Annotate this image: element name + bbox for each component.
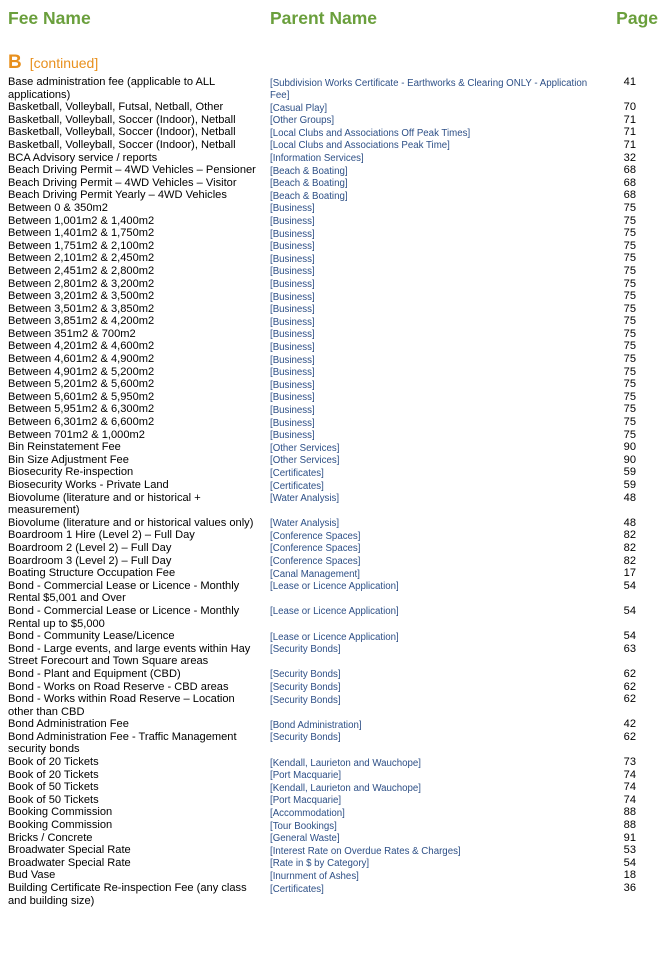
fee-name-header: Fee Name [8,8,91,28]
fee-entry-row [8,529,658,542]
page-number: 91 [623,831,636,844]
fee-entry-row [8,756,658,769]
parent-name-link[interactable]: [Beach & Boating] [270,178,348,190]
page-number: 75 [623,390,636,403]
fee-entry-row [8,492,658,517]
parent-name-link[interactable]: [Business] [270,316,315,328]
fee-entry-row [8,882,658,907]
parent-name-link[interactable]: [Security Bonds] [270,669,341,681]
page-number: 75 [623,302,636,315]
fee-entry-row [8,189,658,202]
page-number: 74 [623,768,636,781]
page-number: 75 [623,315,636,328]
fee-entry-row [8,378,658,391]
fee-name: Bin Reinstatement Fee [8,441,121,454]
page-number: 88 [623,819,636,832]
fee-name: Between 4,201m2 & 4,600m2 [8,340,155,353]
parent-name-link[interactable]: [Local Clubs and Associations Peak Time] [270,140,450,152]
fee-name: Bond - Commercial Lease or Licence - Monthly Rental $5,001 and Over [8,579,240,605]
parent-name-link[interactable]: [Kendall, Laurieton and Wauchope] [270,757,421,769]
parent-name-link[interactable]: [Beach & Boating] [270,165,348,177]
fee-name: Between 5,201m2 & 5,600m2 [8,378,155,391]
page-number: 75 [623,239,636,252]
parent-name-link[interactable]: [Conference Spaces] [270,530,361,542]
fee-name: Biosecurity Works - Private Land [8,479,169,491]
parent-name-link[interactable]: [Information Services] [270,153,364,165]
fee-entry-row [8,555,658,568]
parent-name-link[interactable]: [Port Macquarie] [270,770,342,782]
fee-entry-row [8,202,658,215]
page-number: 75 [623,340,636,353]
page-number: 71 [623,138,636,151]
fee-name: Bond - Community Lease/Licence [8,630,175,643]
parent-name-link[interactable]: [Beach & Boating] [270,190,348,202]
page-number: 68 [623,189,636,202]
parent-name-link[interactable]: [Other Services] [270,455,340,467]
page-number: 75 [623,214,636,227]
page-number: 73 [623,756,636,769]
parent-name-link[interactable]: [Business] [270,341,315,353]
page-number: 54 [623,630,636,643]
page-number: 53 [623,844,636,857]
parent-name-link[interactable]: [Security Bonds] [270,644,341,656]
fee-name: Broadwater Special Rate [8,844,131,857]
fee-name: Booking Commission [8,819,113,832]
page-number: 90 [623,453,636,466]
fee-name: Between 2,451m2 & 2,800m2 [8,264,155,277]
page-number: 54 [623,579,636,592]
parent-name-link[interactable]: [Business] [270,203,315,215]
page-number: 36 [623,882,636,894]
parent-name-link[interactable]: [Lease or Licence Application] [270,631,399,643]
fee-name: Between 5,601m2 & 5,950m2 [8,390,155,403]
page-number: 18 [623,869,636,882]
page-number: 75 [623,365,636,378]
page-number: 75 [623,264,636,277]
fee-entry-row [8,328,658,341]
section-heading [8,52,98,74]
page-number: 59 [623,479,636,491]
page-number: 71 [623,113,636,126]
fee-entry-row [8,391,658,404]
fee-entry-row [8,252,658,265]
fee-entry-row [8,781,658,794]
parent-name-link[interactable]: [Business] [270,379,315,391]
fee-entry-row [8,806,658,819]
parent-name-link[interactable]: [Bond Administration] [270,719,362,731]
page-number: 48 [623,491,636,504]
parent-name-link[interactable]: [Canal Management] [270,568,360,580]
parent-name-link[interactable]: [Business] [270,228,315,240]
parent-name-link[interactable]: [Business] [270,266,315,278]
fee-entry-row [8,227,658,240]
fee-name: Biovolume (literature and or historical + measurement) [8,491,201,517]
fee-name: Between 0 & 350m2 [8,201,108,214]
fee-entry-row [8,126,658,139]
parent-name-link[interactable]: [Certificates] [270,480,324,492]
parent-name-link[interactable]: [Water Analysis] [270,493,340,505]
fee-name: Bricks / Concrete [8,831,93,844]
fee-entry-row [8,164,658,177]
parent-name-link[interactable]: [Security Bonds] [270,682,341,693]
parent-name-link[interactable]: [Conference Spaces] [270,543,361,555]
page-number: 75 [623,252,636,265]
fee-entry-row [8,315,658,328]
fee-entry-row [8,441,658,454]
page-number: 63 [623,642,636,655]
parent-name-link[interactable]: [Rate in $ by Category] [270,858,370,870]
parent-name-link[interactable]: [Certificates] [270,467,324,479]
page-number: 62 [623,730,636,743]
fee-entry-row [8,454,658,467]
fee-entry-row [8,857,658,870]
fee-name: Basketball, Volleyball, Soccer (Indoor), Netball [8,126,236,139]
fee-name: Boardroom 1 Hire (Level 2) – Full Day [8,529,195,542]
fee-name: Biovolume (literature and or historical values only) [8,516,254,529]
fee-entry-row [8,479,658,492]
fee-name: Between 701m2 & 1,000m2 [8,428,145,441]
fee-name: Between 3,201m2 & 3,500m2 [8,290,155,303]
fee-name: Bond - Large events, and large events within Hay Street Forecourt and Town Square areas [8,642,251,668]
page-number: 71 [623,126,636,139]
fee-name: Biosecurity Re-inspection [8,466,134,479]
parent-name-link[interactable]: [Business] [270,279,315,290]
parent-name-link[interactable]: [Certificates] [270,883,324,895]
fee-name: Between 1,401m2 & 1,750m2 [8,227,155,240]
fee-entry-row [8,869,658,882]
fee-entry-row [8,605,658,630]
fee-entry-row [8,832,658,845]
fee-name: Bond - Commercial Lease or Licence - Monthly Rental up to $5,000 [8,604,240,630]
fee-entry-row [8,416,658,429]
parent-name-link[interactable]: [Other Groups] [270,115,335,127]
fee-entry-row [8,76,658,101]
page-number: 82 [623,554,636,567]
fee-name: Bond - Works on Road Reserve - CBD areas [8,680,229,693]
parent-name-link[interactable]: [Interest Rate on Overdue Rates & Charges] [270,845,461,857]
parent-name-link[interactable]: [Business] [270,392,315,404]
parent-name-link[interactable]: [Business] [270,430,315,442]
page-number: 68 [623,164,636,177]
fee-entry-row [8,366,658,379]
fee-entry-row [8,819,658,832]
fee-entry-row [8,794,658,807]
parent-name-link[interactable]: [Local Clubs and Associations Off Peak Times] [270,127,471,139]
fee-entry-row [8,353,658,366]
fee-entry-row [8,517,658,530]
fee-name: Between 4,901m2 & 5,200m2 [8,365,155,378]
fee-name: Building Certificate Re-inspection Fee (any class and building size) [8,882,247,907]
fee-entry-row [8,580,658,605]
page-number: 42 [623,718,636,731]
parent-name-link[interactable]: [Accommodation] [270,807,345,819]
fee-entry-row [8,693,658,718]
page-header: Page [616,8,658,28]
section-continued-label: [continued] [29,55,99,71]
fee-name: Base administration fee (applicable to ALL applications) [8,76,215,101]
fee-name: Bond Administration Fee [8,718,129,731]
fee-name: Between 3,501m2 & 3,850m2 [8,302,155,315]
page-number: 75 [623,277,636,290]
parent-name-header: Parent Name [270,8,377,28]
fee-entry-row [8,567,658,580]
parent-name-link[interactable]: [Conference Spaces] [270,556,361,568]
parent-name-link[interactable]: [Lease or Licence Application] [270,606,399,618]
parent-name-link[interactable]: [Business] [270,367,315,379]
fee-name: Between 5,951m2 & 6,300m2 [8,403,155,416]
fee-entry-row [8,542,658,555]
fee-name: Bond Administration Fee - Traffic Management security bonds [8,730,237,756]
fee-entry-row [8,643,658,668]
fee-name: Beach Driving Permit – 4WD Vehicles – Visitor [8,176,237,189]
parent-name-link[interactable]: [Casual Play] [270,102,328,114]
fee-entry-row [8,303,658,316]
fee-name: Between 2,101m2 & 2,450m2 [8,252,155,265]
page-number: 17 [623,567,636,580]
page-number: 75 [623,227,636,240]
fee-name: Between 1,751m2 & 2,100m2 [8,239,155,252]
page-number: 75 [623,416,636,429]
fee-name: Book of 20 Tickets [8,768,99,781]
fee-entry-row [8,466,658,479]
parent-name-link[interactable]: [Lease or Licence Application] [270,581,399,593]
parent-name-link[interactable]: [Inurnment of Ashes] [270,870,359,882]
fee-entry-row [8,340,658,353]
column-header-row [8,8,662,30]
fee-name: Basketball, Volleyball, Soccer (Indoor), Netball [8,113,236,126]
parent-name-link[interactable]: [Other Services] [270,442,340,454]
fee-name: Boardroom 3 (Level 2) – Full Day [8,554,172,567]
fee-name: Between 351m2 & 700m2 [8,327,136,340]
fee-entry-row [8,844,658,857]
parent-name-link[interactable]: [Security Bonds] [270,694,341,706]
page-number: 75 [623,403,636,416]
page-number: 82 [623,529,636,542]
fee-name: Basketball, Volleyball, Futsal, Netball, Other [8,101,224,114]
parent-name-link[interactable]: [Subdivision Works Certificate - Earthworks & Clearing ONLY - Application Fee] [270,77,588,102]
page-number: 68 [623,176,636,189]
page-number: 54 [623,604,636,617]
section-letter: B [8,52,22,73]
parent-name-link[interactable]: [Port Macquarie] [270,795,342,807]
fee-name: Between 6,301m2 & 6,600m2 [8,416,155,429]
fee-entry-row [8,403,658,416]
parent-name-link[interactable]: [Business] [270,404,315,416]
fee-entry-row [8,769,658,782]
fee-entry-row [8,718,658,731]
fee-index-list [8,76,658,907]
fee-entry-row [8,139,658,152]
page-number: 62 [623,680,636,693]
fee-name: Basketball, Volleyball, Soccer (Indoor), Netball [8,138,236,151]
page-number: 62 [623,667,636,680]
fee-name: Bond - Plant and Equipment (CBD) [8,667,181,680]
parent-name-link[interactable]: [Business] [270,241,315,253]
fee-name: Book of 50 Tickets [8,793,99,806]
page-number: 62 [623,693,636,706]
fee-entry-row [8,429,658,442]
fee-entry-row [8,240,658,253]
fee-entry-row [8,265,658,278]
fee-entry-row [8,114,658,127]
fee-name: Between 2,801m2 & 3,200m2 [8,277,155,290]
fee-name: Between 3,851m2 & 4,200m2 [8,315,155,328]
page-number: 74 [623,781,636,794]
fee-name: Between 4,601m2 & 4,900m2 [8,353,155,366]
fee-name: Broadwater Special Rate [8,856,131,869]
parent-name-link[interactable]: [Business] [270,354,315,366]
parent-name-link[interactable]: [Business] [270,417,315,429]
page-number: 32 [623,151,636,164]
page-number: 75 [623,378,636,391]
page-number: 88 [623,806,636,819]
fee-entry-row [8,101,658,114]
page-number: 54 [623,856,636,869]
fee-name: Book of 20 Tickets [8,756,99,769]
parent-name-link[interactable]: [Security Bonds] [270,732,341,744]
fee-entry-row [8,731,658,756]
fee-entry-row [8,630,658,643]
fee-entry-row [8,177,658,190]
parent-name-link[interactable]: [Kendall, Laurieton and Wauchope] [270,782,421,794]
page-number: 74 [623,793,636,806]
fee-name: Boating Structure Occupation Fee [8,567,176,580]
fee-name: Bud Vase [8,869,56,882]
fee-name: Between 1,001m2 & 1,400m2 [8,214,155,227]
fee-name: Boardroom 2 (Level 2) – Full Day [8,541,172,554]
fee-name: Bin Size Adjustment Fee [8,453,129,466]
fee-entry-row [8,215,658,228]
fee-name: BCA Advisory service / reports [8,151,158,164]
fee-entry-row [8,152,658,165]
fee-entry-row [8,290,658,303]
fee-name: Book of 50 Tickets [8,781,99,794]
fee-name: Booking Commission [8,806,113,819]
page-number: 75 [623,290,636,303]
page-number: 82 [623,541,636,554]
page-number: 75 [623,428,636,441]
page-number: 48 [623,516,636,529]
fee-entry-row [8,278,658,291]
fee-name: Beach Driving Permit – 4WD Vehicles – Pensioner [8,164,256,177]
page-number: 70 [623,101,636,114]
parent-name-link[interactable]: [General Waste] [270,833,340,845]
page-number: 41 [623,76,636,88]
page-number: 75 [623,327,636,340]
fee-entry-row [8,668,658,681]
parent-name-link[interactable]: [Water Analysis] [270,518,340,530]
page-number: 75 [623,353,636,366]
fee-entry-row [8,681,658,694]
parent-name-link[interactable]: [Business] [270,253,315,265]
parent-name-link[interactable]: [Tour Bookings] [270,820,337,832]
parent-name-link[interactable]: [Business] [270,216,315,228]
parent-name-link[interactable]: [Business] [270,329,315,341]
page-number: 59 [623,466,636,479]
fee-name: Beach Driving Permit Yearly – 4WD Vehicles [8,189,227,202]
parent-name-link[interactable]: [Business] [270,291,315,303]
parent-name-link[interactable]: [Business] [270,304,315,316]
fee-name: Bond - Works within Road Reserve – Location other than CBD [8,693,235,718]
page-number: 75 [623,201,636,214]
page-number: 90 [623,441,636,454]
